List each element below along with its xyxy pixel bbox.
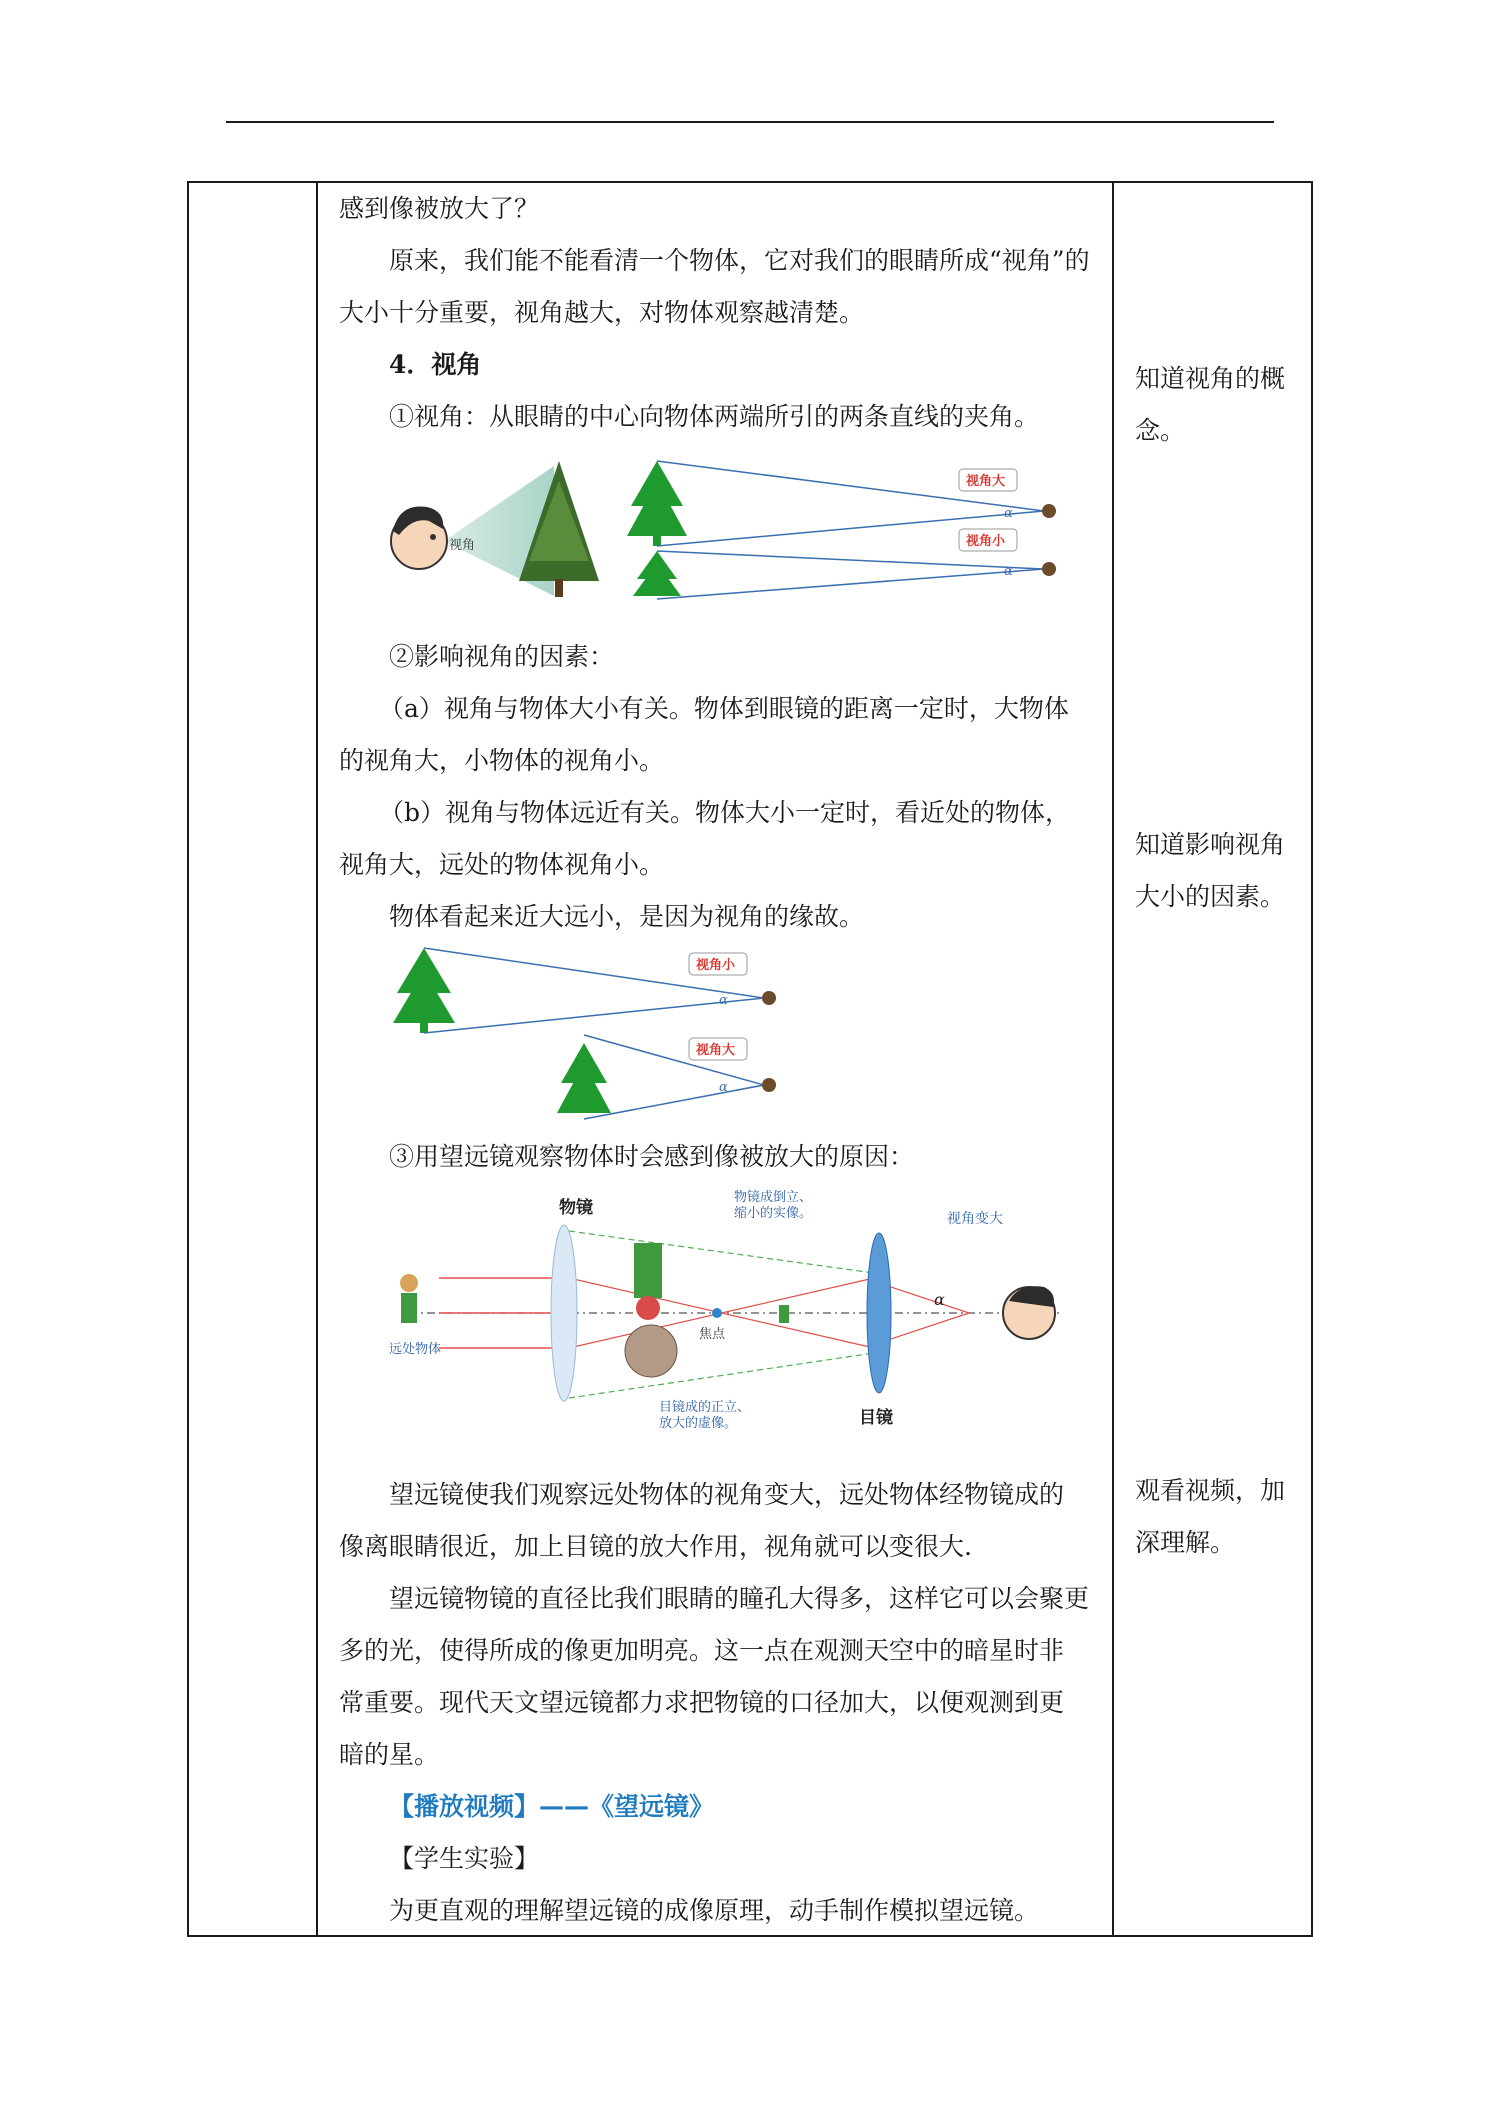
text-line: ①视角：从眼睛的中心向物体两端所引的两条直线的夹角。 bbox=[389, 402, 1040, 431]
note-line: 知道影响视角 bbox=[1135, 830, 1286, 859]
text-line: 为更直观的理解望远镜的成像原理，动手制作模拟望远镜。 bbox=[389, 1896, 1040, 1925]
far-object-figure-icon bbox=[400, 1274, 418, 1323]
lesson-table bbox=[187, 181, 1313, 1937]
text-line: （b）视角与物体远近有关。物体大小一定时，看近处的物体， bbox=[379, 798, 1071, 827]
virtual-image-label: 放大的虚像。 bbox=[659, 1416, 738, 1431]
virtual-image-label: 目镜成的正立、 bbox=[659, 1400, 751, 1415]
face-angle-label: 视角 bbox=[449, 538, 476, 553]
small-angle-label: 视角小 bbox=[696, 958, 736, 973]
note-2 bbox=[1135, 819, 1295, 923]
text-line: 原来，我们能不能看清一个物体，它对我们的眼睛所成“视角”的 bbox=[389, 246, 1090, 275]
visual-angle-figure bbox=[369, 451, 1099, 601]
real-image-label: 缩小的实像。 bbox=[734, 1206, 813, 1221]
eyepiece-label: 目镜 bbox=[859, 1408, 893, 1428]
note-line: 念。 bbox=[1135, 416, 1186, 445]
viewer-face-icon bbox=[1003, 1286, 1055, 1339]
note-line: 观看视频，加 bbox=[1135, 1476, 1286, 1505]
column-divider-2 bbox=[1112, 183, 1114, 1935]
text-line: 视角大，远处的物体视角小。 bbox=[339, 850, 665, 879]
tree-near-icon bbox=[557, 1043, 611, 1113]
text-line: ②影响视角的因素： bbox=[389, 642, 615, 671]
text-line: 常重要。现代天文望远镜都力求把物镜的口径加大，以便观测到更 bbox=[339, 1688, 1065, 1717]
small-image-icon bbox=[779, 1305, 789, 1323]
alpha-label: α bbox=[719, 993, 728, 1008]
header-rule bbox=[226, 121, 1274, 123]
objective-label: 物镜 bbox=[559, 1198, 593, 1218]
inverted-image-icon bbox=[634, 1243, 662, 1320]
focus-label: 焦点 bbox=[699, 1327, 726, 1342]
note-1 bbox=[1135, 353, 1295, 457]
alpha-label: α bbox=[934, 1290, 945, 1309]
note-3 bbox=[1135, 1465, 1295, 1569]
big-angle-label: 视角大 bbox=[966, 474, 1006, 489]
text-line: 暗的星。 bbox=[339, 1740, 440, 1769]
eye-icon bbox=[762, 1078, 776, 1092]
eyepiece-lens-icon bbox=[867, 1233, 891, 1393]
tree-small-icon bbox=[633, 551, 681, 596]
text-line: 像离眼睛很近，加上目镜的放大作用，视角就可以变很大. bbox=[339, 1532, 972, 1561]
text-line: 感到像被放大了？ bbox=[339, 194, 540, 223]
text-line: 【学生实验】 bbox=[389, 1844, 540, 1873]
column-divider-1 bbox=[316, 183, 318, 1935]
eye-icon bbox=[1042, 504, 1056, 518]
text-line: 望远镜物镜的直径比我们眼睛的瞳孔大得多，这样它可以会聚更 bbox=[389, 1584, 1090, 1613]
eye-icon bbox=[762, 991, 776, 1005]
small-angle-label: 视角小 bbox=[966, 534, 1006, 549]
video-link[interactable]: 【播放视频】——《望远镜》 bbox=[389, 1792, 715, 1821]
alpha-label: α bbox=[1004, 506, 1013, 521]
note-line: 深理解。 bbox=[1135, 1528, 1236, 1557]
far-object-label: 远处物体 bbox=[389, 1342, 442, 1357]
text-line: （a）视角与物体大小有关。物体到眼镜的距离一定时，大物体 bbox=[379, 694, 1069, 723]
alpha-label: α bbox=[719, 1080, 728, 1095]
tree-big-icon bbox=[627, 461, 687, 546]
angle-bigger-label: 视角变大 bbox=[947, 1211, 1003, 1227]
section-heading: 4．视角 bbox=[389, 350, 482, 379]
focus-point bbox=[712, 1308, 722, 1318]
telescope-figure bbox=[369, 1183, 1089, 1443]
tree-far-icon bbox=[393, 948, 455, 1033]
text-line: ③用望远镜观察物体时会感到像被放大的原因： bbox=[389, 1142, 915, 1171]
eye-icon bbox=[1042, 562, 1056, 576]
big-angle-label: 视角大 bbox=[696, 1043, 736, 1058]
objective-lens-icon bbox=[551, 1225, 577, 1401]
real-image-label: 物镜成倒立、 bbox=[734, 1190, 813, 1205]
text-line: 大小十分重要，视角越大，对物体观察越清楚。 bbox=[339, 298, 865, 327]
note-line: 知道视角的概 bbox=[1135, 364, 1286, 393]
virtual-image-icon bbox=[625, 1325, 677, 1377]
boy-face-icon bbox=[391, 507, 447, 570]
note-line: 大小的因素。 bbox=[1135, 882, 1286, 911]
near-far-figure bbox=[389, 943, 809, 1123]
alpha-label: α bbox=[1004, 564, 1013, 579]
text-line: 望远镜使我们观察远处物体的视角变大，远处物体经物镜成的 bbox=[389, 1480, 1065, 1509]
text-line: 物体看起来近大远小，是因为视角的缘故。 bbox=[389, 902, 865, 931]
text-line: 的视角大，小物体的视角小。 bbox=[339, 746, 665, 775]
text-line: 多的光，使得所成的像更加明亮。这一点在观测天空中的暗星时非 bbox=[339, 1636, 1065, 1665]
